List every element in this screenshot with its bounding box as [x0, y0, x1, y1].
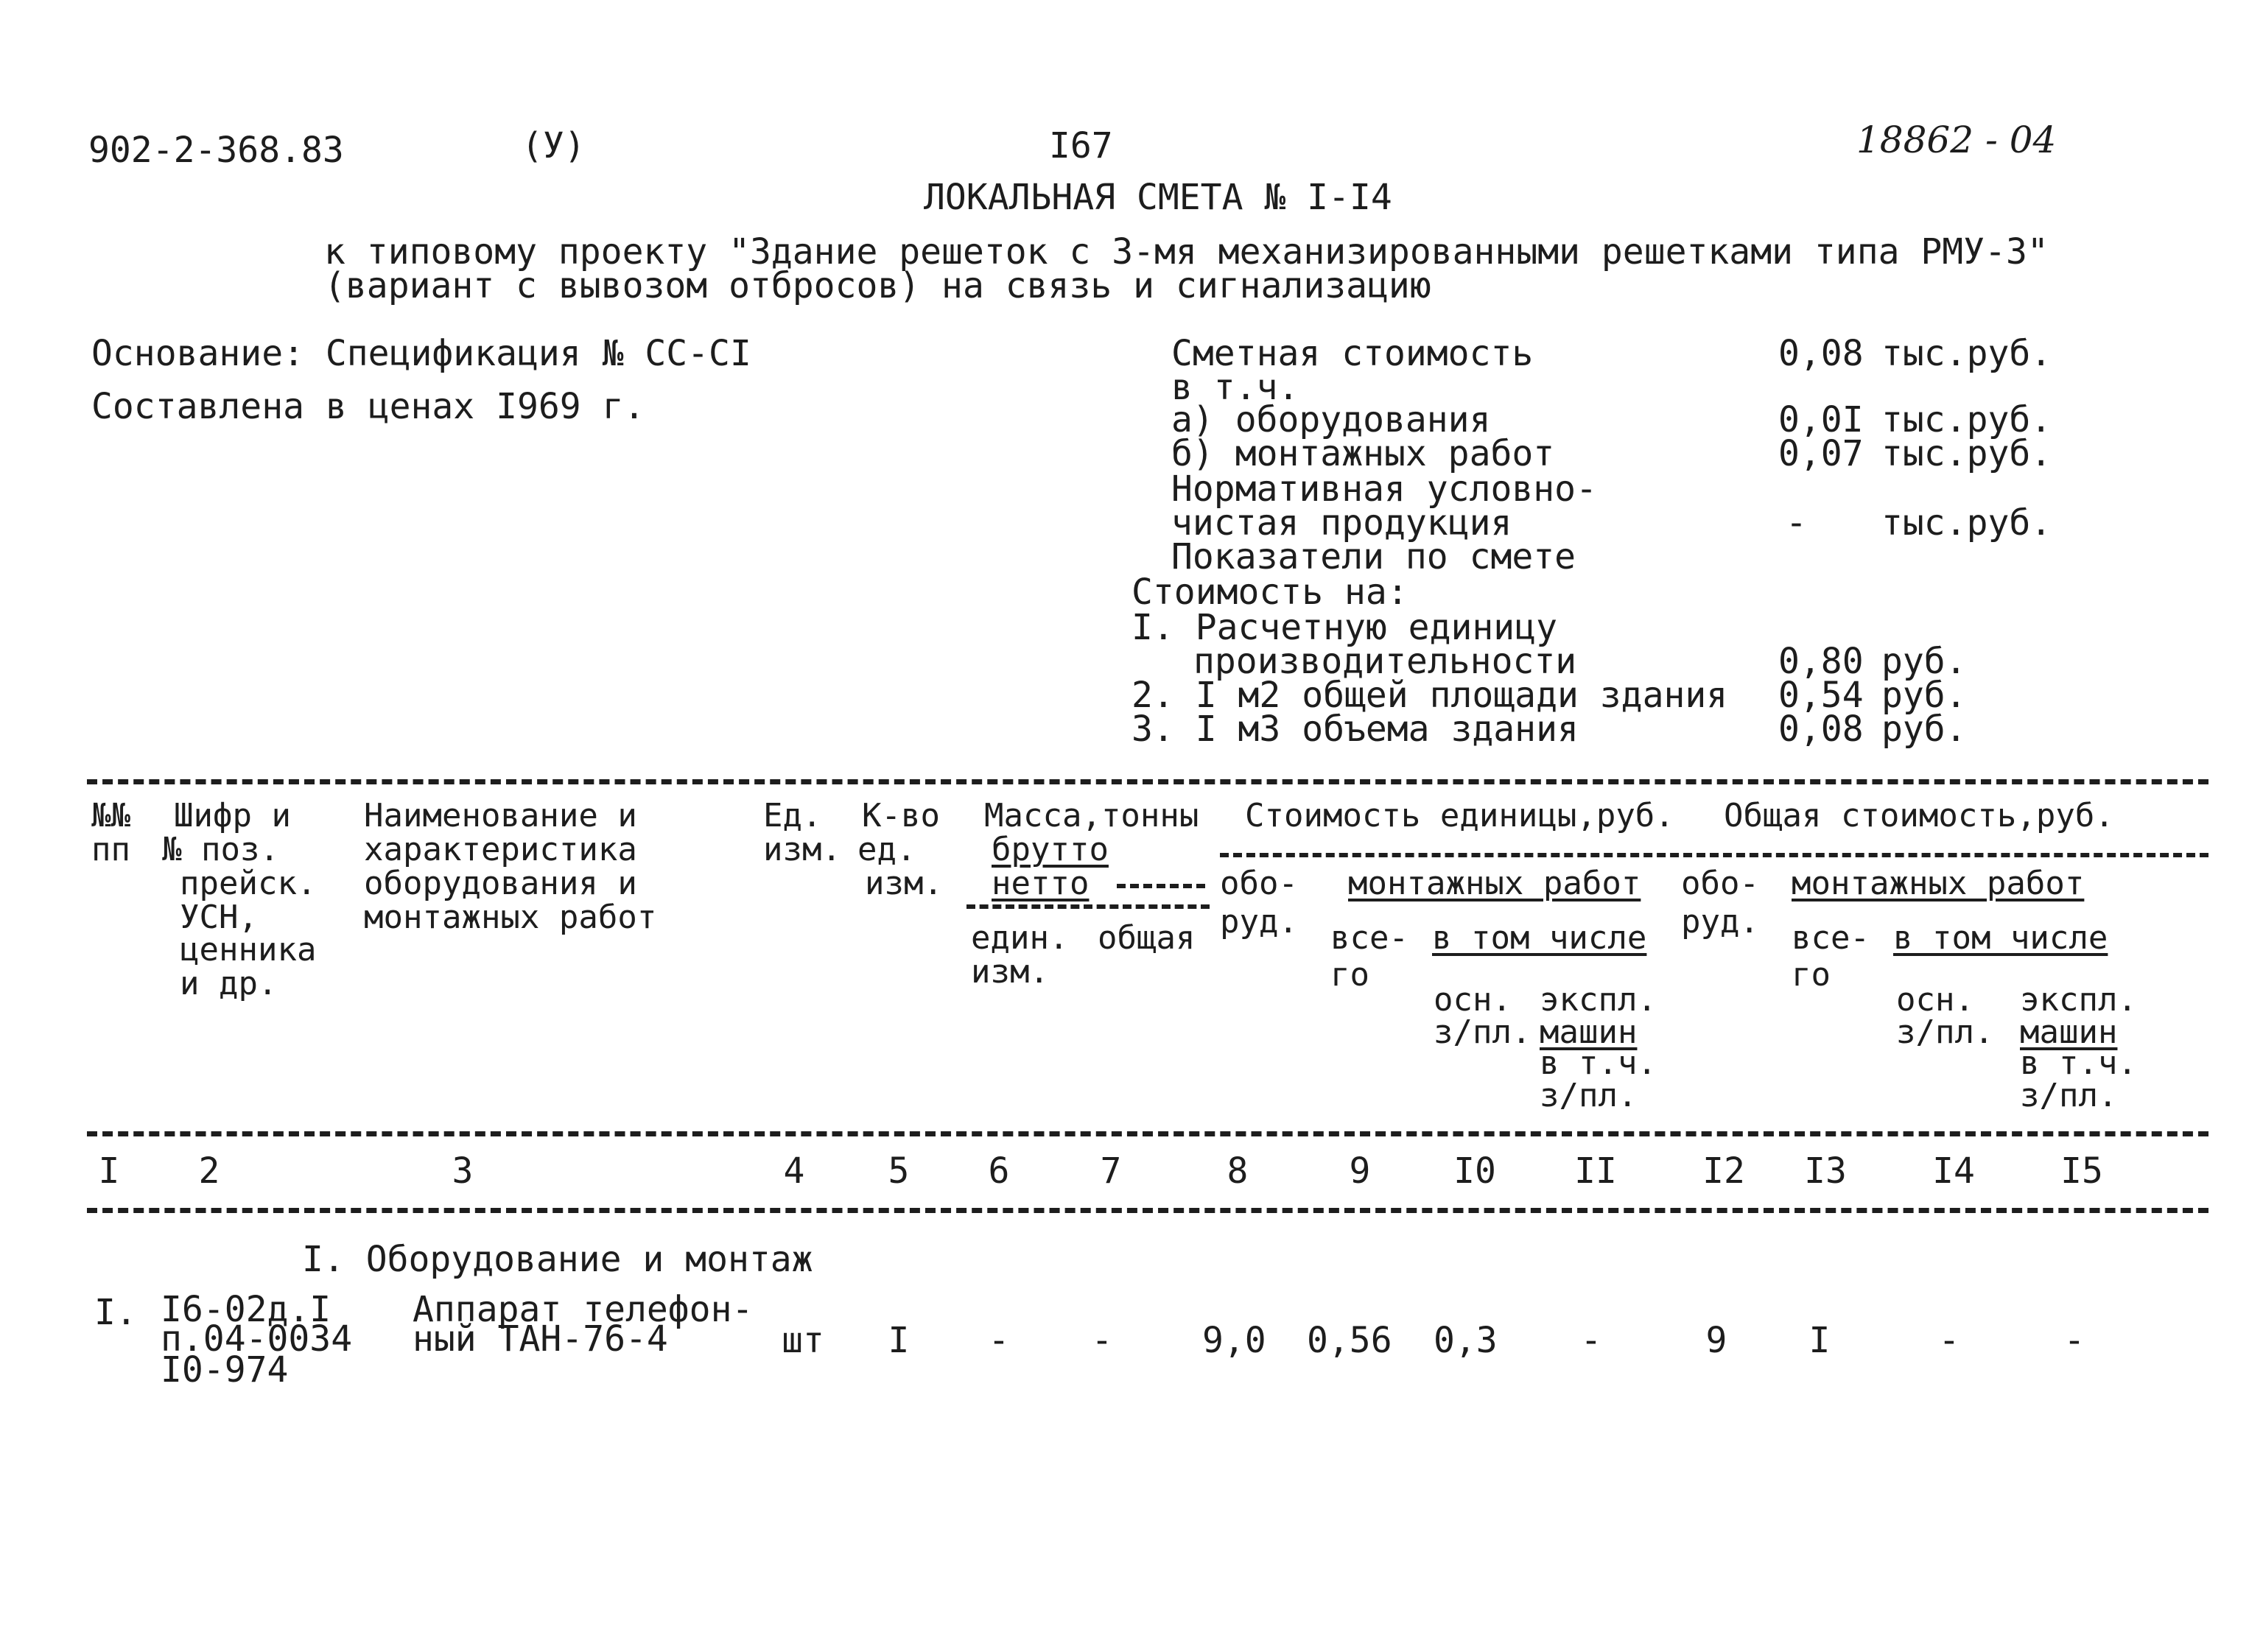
- indicator-2-unit: руб.: [1881, 675, 1967, 716]
- row-num: I.: [94, 1292, 137, 1333]
- indicator-1-value: 0,80: [1778, 641, 1864, 682]
- header-unit-base-wage-line-1: осн.: [1434, 981, 1512, 1019]
- indicator-1-unit: руб.: [1881, 641, 1967, 682]
- header-code-line-4: УСН,: [180, 899, 258, 936]
- row-code-line-2: п.04-0034: [161, 1318, 353, 1360]
- header-total-all-line-2: го: [1792, 956, 1831, 994]
- header-name-line-3: оборудования и: [364, 865, 637, 902]
- row-code-line-1: I6-02д.I: [161, 1289, 331, 1330]
- col-number-3: 3: [452, 1150, 474, 1192]
- indicator-2-label: 2. I м2 общей площади здания: [1132, 675, 1728, 716]
- equipment-unit: тыс.руб.: [1881, 399, 2052, 440]
- header-num-line-1: №№: [91, 797, 130, 834]
- header-code-line-5: ценника: [180, 931, 317, 969]
- handwritten-number: 18862 - 04: [1856, 119, 2057, 161]
- header-name-line-2: характеристика: [364, 831, 637, 868]
- indicator-3-value: 0,08: [1778, 709, 1864, 750]
- row-code-line-3: I0-974: [161, 1349, 289, 1391]
- header-unit-machines-line-2: машин: [1540, 1013, 1638, 1051]
- header-total-machines-line-4: з/пл.: [2020, 1077, 2118, 1114]
- row-unit-machines: -: [1580, 1320, 1602, 1361]
- column-numbers-bottom-rule: [87, 1208, 2208, 1213]
- header-unit-line-2: изм.: [763, 831, 841, 868]
- col-number-9: 9: [1349, 1150, 1371, 1192]
- col-number-10: I0: [1453, 1150, 1496, 1192]
- header-unit-incl: в том числе: [1432, 919, 1647, 957]
- indicator-1-label-1: I. Расчетную единицу: [1132, 607, 1557, 648]
- col-number-13: I3: [1804, 1150, 1847, 1192]
- estimate-title: ЛОКАЛЬНАЯ СМЕТА № I-I4: [924, 177, 1392, 218]
- header-code-line-3: прейск.: [180, 865, 317, 902]
- col-number-14: I4: [1932, 1150, 1975, 1192]
- header-unit-cost: Стоимость единицы,руб.: [1245, 797, 1674, 834]
- header-mass-unit-line-1: един.: [971, 919, 1069, 957]
- header-total-machines-line-1: экспл.: [2020, 981, 2137, 1019]
- header-total-incl: в том числе: [1893, 919, 2108, 957]
- header-netto: нетто: [992, 865, 1090, 902]
- col-number-7: 7: [1100, 1150, 1122, 1192]
- cost-rule: [1220, 853, 2208, 857]
- header-unit-all-line-2: го: [1330, 956, 1369, 994]
- normative-unit: тыс.руб.: [1881, 502, 2052, 544]
- row-name-line-2: ный ТАН-76-4: [413, 1318, 668, 1360]
- header-total-base-wage-line-2: з/пл.: [1896, 1013, 1994, 1051]
- row-mass-unit: -: [988, 1320, 1010, 1361]
- table-top-rule: [87, 779, 2208, 784]
- mass-rule: [966, 904, 1210, 909]
- col-number-4: 4: [783, 1150, 805, 1192]
- incl-label: в т.ч.: [1171, 367, 1299, 408]
- header-mass: Масса,тонны: [984, 797, 1199, 834]
- header-total-machines-line-2: машин: [2020, 1013, 2118, 1051]
- header-code-line-1: Шифр и: [174, 797, 291, 834]
- equipment-label: а) оборудования: [1171, 399, 1491, 440]
- estimated-cost-unit: тыс.руб.: [1881, 333, 2052, 374]
- installation-label: б) монтажных работ: [1171, 433, 1555, 474]
- header-qty-line-2: ед.: [857, 831, 916, 868]
- header-total-base-wage-line-1: осн.: [1896, 981, 1974, 1019]
- header-brutto: брутто: [992, 831, 1109, 868]
- header-mass-total: общая: [1098, 919, 1196, 957]
- row-total-machines: -: [2063, 1320, 2085, 1361]
- normative-label-2: чистая продукция: [1171, 502, 1512, 544]
- normative-label-1: Нормативная условно-: [1171, 468, 1597, 510]
- col-number-12: I2: [1702, 1150, 1745, 1192]
- header-bottom-rule: [87, 1131, 2208, 1136]
- header-total-all-line-1: все-: [1792, 919, 1870, 957]
- row-total-equip: 9: [1705, 1320, 1727, 1361]
- header-qty-line-3: изм.: [865, 865, 943, 902]
- project-code: 902-2-368.83: [88, 130, 344, 171]
- row-name-line-1: Аппарат телефон-: [413, 1289, 754, 1330]
- indicators-label: Показатели по смете: [1171, 536, 1576, 577]
- header-num-line-2: пп: [91, 831, 130, 868]
- col-number-1: I: [98, 1150, 120, 1192]
- header-name-line-1: Наименование и: [364, 797, 637, 834]
- header-total-equip-line-2: руд.: [1681, 903, 1759, 941]
- col-number-5: 5: [888, 1150, 910, 1192]
- indicator-1-label-2: производительности: [1193, 641, 1577, 682]
- header-name-line-4: монтажных работ: [364, 899, 657, 936]
- header-unit-line-1: Ед.: [763, 797, 822, 834]
- installation-unit: тыс.руб.: [1881, 433, 2052, 474]
- header-qty-line-1: К-во: [862, 797, 940, 834]
- row-mass-total: -: [1091, 1320, 1113, 1361]
- title-line-1: к типовому проекту "Здание решеток с 3-мя механизированными решетками типа РМУ-3": [324, 231, 2049, 273]
- title-line-2: (вариант с вывозом отбросов) на связь и сигнализацию: [324, 265, 1431, 306]
- header-unit-equip-line-2: руд.: [1220, 903, 1298, 941]
- header-unit-machines-line-3: в т.ч.: [1540, 1044, 1657, 1082]
- header-unit-base-wage-line-2: з/пл.: [1434, 1013, 1532, 1051]
- header-total-cost: Общая стоимость,руб.: [1724, 797, 2114, 834]
- normative-value: -: [1786, 502, 1807, 544]
- indicator-2-value: 0,54: [1778, 675, 1864, 716]
- header-code-line-6: и др.: [180, 965, 278, 1002]
- header-unit-machines-line-4: з/пл.: [1540, 1077, 1638, 1114]
- header-total-machines-line-3: в т.ч.: [2020, 1044, 2137, 1082]
- cost-on-label: Стоимость на:: [1132, 572, 1408, 613]
- estimated-cost-value: 0,08: [1778, 333, 1864, 374]
- row-unit-equip: 9,0: [1202, 1320, 1266, 1361]
- netto-rule: [1117, 884, 1205, 888]
- mark: (У): [522, 125, 586, 166]
- row-unit: шт: [782, 1320, 824, 1361]
- header-total-equip-line-1: обо-: [1681, 865, 1759, 902]
- header-total-install: монтажных работ: [1792, 865, 2085, 902]
- indicator-3-unit: руб.: [1881, 709, 1967, 750]
- equipment-value: 0,0I: [1778, 399, 1864, 440]
- row-total-base-wage: -: [1938, 1320, 1960, 1361]
- col-number-2: 2: [198, 1150, 220, 1192]
- col-number-6: 6: [988, 1150, 1010, 1192]
- row-unit-install-total: 0,56: [1307, 1320, 1392, 1361]
- header-code-line-2: № поз.: [162, 831, 279, 868]
- header-unit-machines-line-1: экспл.: [1540, 981, 1657, 1019]
- col-number-15: I5: [2060, 1150, 2103, 1192]
- installation-value: 0,07: [1778, 433, 1864, 474]
- row-qty: I: [888, 1320, 910, 1361]
- row-total-install-total: I: [1808, 1320, 1831, 1361]
- prices-line: Составлена в ценах I969 г.: [91, 386, 645, 427]
- estimated-cost-label: Сметная стоимость: [1171, 333, 1534, 374]
- header-unit-equip-line-1: обо-: [1220, 865, 1298, 902]
- section-title: I. Оборудование и монтаж: [302, 1239, 813, 1280]
- row-unit-base-wage: 0,3: [1434, 1320, 1498, 1361]
- col-number-11: II: [1574, 1150, 1617, 1192]
- page-number: I67: [1049, 125, 1113, 166]
- col-number-8: 8: [1227, 1150, 1249, 1192]
- header-unit-install: монтажных работ: [1348, 865, 1641, 902]
- header-unit-all-line-1: все-: [1330, 919, 1408, 957]
- indicator-3-label: 3. I м3 объема здания: [1132, 709, 1579, 750]
- header-mass-unit-line-2: изм.: [971, 953, 1049, 991]
- basis-line: Основание: Спецификация № СС-СI: [91, 333, 751, 374]
